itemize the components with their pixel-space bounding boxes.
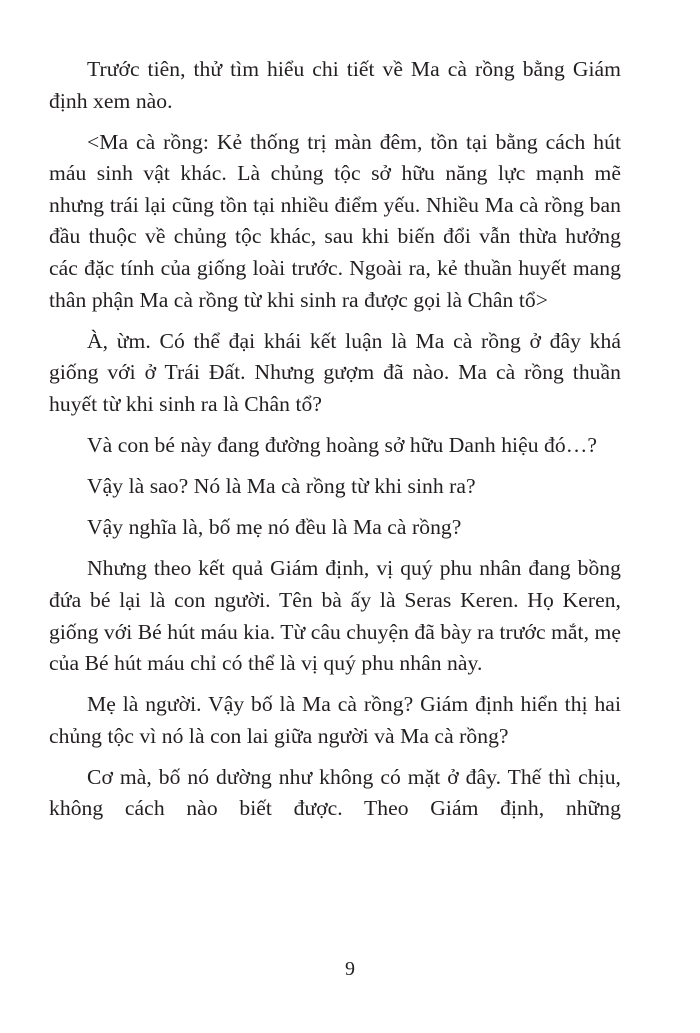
paragraph-9: Cơ mà, bố nó dường như không có mặt ở đây. Thế thì chịu, không cách nào biết được. Theo Giám định, những — [49, 764, 621, 821]
paragraph-8: Mẹ là người. Vậy bố là Ma cà rồng? Giám định hiển thị hai chủng tộc vì nó là con lai giữa người và Ma cà rồng? — [49, 692, 621, 748]
paragraph-1: Trước tiên, thử tìm hiểu chi tiết về Ma cà rồng bằng Giám định xem nào. — [49, 57, 621, 113]
paragraph-5: Vậy là sao? Nó là Ma cà rồng từ khi sinh ra? — [87, 474, 476, 499]
paragraph-7: Nhưng theo kết quả Giám định, vị quý phu nhân đang bồng đứa bé lại là con người. Tên bà ấy là Seras Keren. Họ Keren, giống với Bé hút máu kia. Từ câu chuyện đã bày ra trước mắt, mẹ của Bé hút máu chỉ có thể là vị quý phu nhân này. — [49, 556, 621, 676]
paragraph-6: Vậy nghĩa là, bố mẹ nó đều là Ma cà rồng? — [87, 515, 462, 540]
paragraph-3: À, ừm. Có thể đại khái kết luận là Ma cà rồng ở đây khá giống với ở Trái Đất. Nhưng gượm đã nào. Ma cà rồng thuần huyết từ khi sinh ra là Chân tổ? — [49, 328, 621, 416]
paragraph-2: <Ma cà rồng: Kẻ thống trị màn đêm, tồn tại bằng cách hút máu sinh vật khác. Là chủng tộc sở hữu năng lực mạnh mẽ nhưng trái lại cũng tồn tại nhiều điểm yếu. Nhiều Ma cà rồng ban đầu thuộc về chủng tộc khác, sau khi biến đổi vẫn thừa hưởng các đặc tính của giống loài trước. Ngoài ra, kẻ thuần huyết mang thân phận Ma cà rồng từ khi sinh ra được gọi là Chân tổ> — [49, 129, 621, 312]
paragraph-4: Và con bé này đang đường hoàng sở hữu Danh hiệu đó…? — [87, 433, 597, 458]
page-number: 9 — [345, 958, 355, 980]
page-body — [49, 54, 621, 825]
